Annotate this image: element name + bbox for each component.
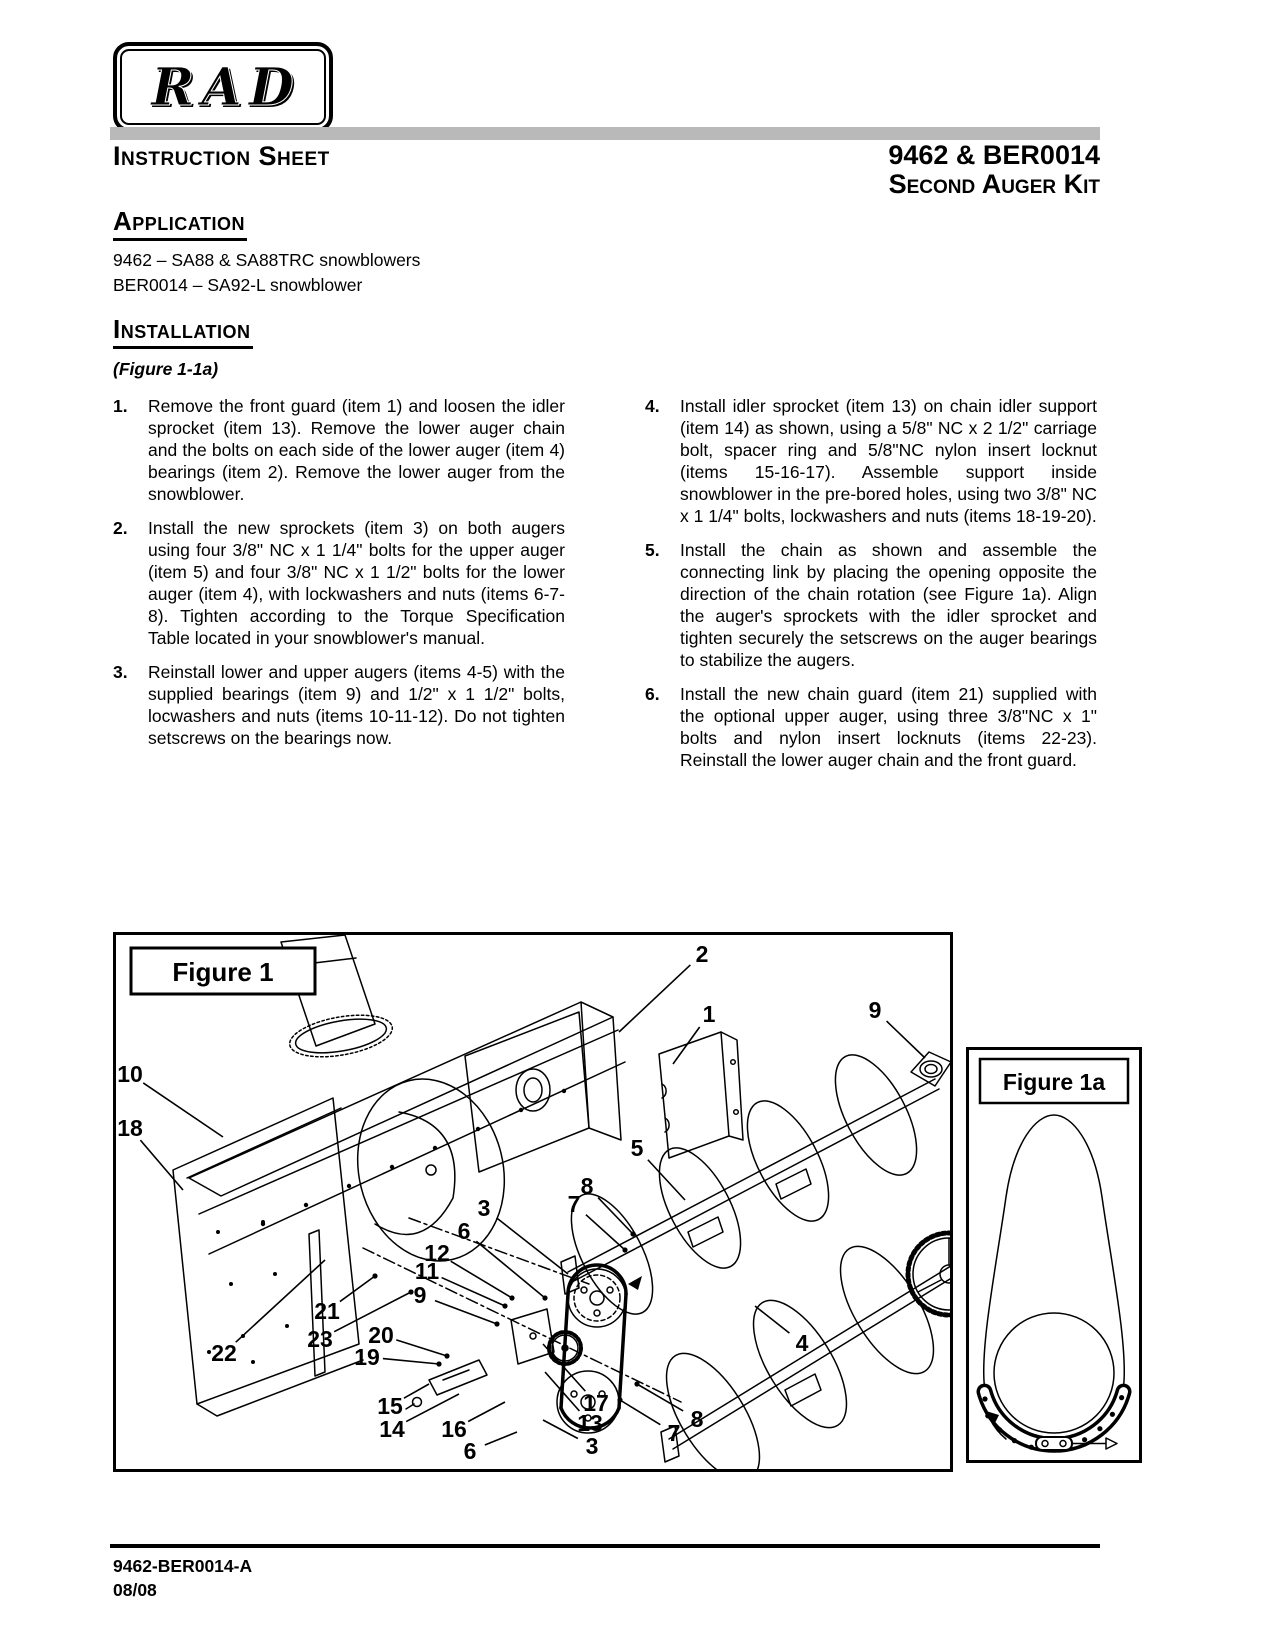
callout-number: 8 (580, 1173, 594, 1199)
callout-number: 3 (585, 1433, 599, 1459)
step-number: 6. (645, 684, 660, 704)
callout-number: 12 (424, 1240, 450, 1266)
step-number: 4. (645, 396, 660, 416)
callout-number: 3 (477, 1195, 491, 1221)
rad-logo (113, 42, 333, 132)
callout-number: 5 (630, 1135, 644, 1161)
callout-number: 1 (702, 1001, 716, 1027)
callout-number: 21 (314, 1298, 340, 1324)
step-text: Install the new sprockets (item 3) on both augers using four 3/8" NC x 1 1/4" bolts for the upper auger (item 5) and four 3/8" NC x 1 1/2" bolts for the lower auger (item 4), with lockwashers and nuts (items 6-7-8). Tighten according to the Torque Specification Table located in your snowblower's manual. (148, 518, 565, 648)
step-text: Install idler sprocket (item 13) on chain idler support (item 14) as shown, using a 5/8" NC x 2 1/2" carriage bolt, spacer ring and 5/8"NC nylon insert locknut (items 15-16-17). Assemble support inside snowblower in the pre-bored holes, using two 3/8" NC x 1 1/4" bolts, lockwashers and nuts (items 18-19-20). (680, 396, 1097, 526)
product-code: 9462 & BER0014 (888, 140, 1100, 170)
steps-columns (113, 395, 1100, 783)
callout-number: 6 (457, 1218, 471, 1244)
document-date: 08/08 (113, 1580, 157, 1600)
callout-number: 7 (667, 1420, 681, 1446)
callout-number: 10 (117, 1061, 143, 1087)
callout-number: 17 (583, 1390, 609, 1416)
step-number: 3. (113, 662, 128, 682)
callout-number: 16 (441, 1416, 467, 1442)
callout-number: 7 (567, 1191, 581, 1217)
callout-number: 8 (690, 1406, 704, 1432)
figure-reference: (Figure 1-1a) (113, 359, 219, 379)
content-area (113, 206, 1100, 783)
callout-number: 23 (307, 1326, 333, 1352)
callout-number: 6 (463, 1438, 477, 1464)
steps-column-right (645, 395, 1097, 783)
callout-number: 4 (795, 1330, 809, 1356)
install-step (645, 395, 1097, 527)
figure-1a-diagram (966, 1047, 1142, 1463)
callout-number: 22 (211, 1340, 237, 1366)
installation-heading: Installation (113, 314, 253, 349)
callout-number: 2 (695, 941, 709, 967)
callout-number: 19 (354, 1344, 380, 1370)
application-heading: Application (113, 206, 247, 241)
figure-1a-label: Figure 1a (1002, 1069, 1106, 1095)
rad-logo-text: RAD (151, 56, 301, 118)
install-step (645, 683, 1097, 771)
step-number: 1. (113, 396, 128, 416)
step-number: 5. (645, 540, 660, 560)
install-step (113, 517, 565, 649)
callout-number: 9 (868, 997, 882, 1023)
application-line: 9462 – SA88 & SA88TRC snowblowers (113, 250, 421, 270)
product-title-block (888, 141, 1100, 199)
document-title: Instruction Sheet (113, 141, 330, 171)
footer-block (113, 1554, 252, 1602)
step-number: 2. (113, 518, 128, 538)
product-name: Second Auger Kit (888, 169, 1100, 199)
document-number: 9462-BER0014-A (113, 1556, 253, 1576)
step-text: Remove the front guard (item 1) and loosen the idler sprocket (item 13). Remove the lower auger chain and the bolts on each side of the lower auger (item 4) bearings (item 2). Remove the lower auger from the snowblower. (148, 396, 565, 504)
callout-number: 11 (414, 1258, 440, 1284)
callout-number: 9 (413, 1282, 427, 1308)
figure-1-diagram (113, 932, 953, 1472)
figure-1-label: Figure 1 (172, 957, 274, 987)
install-step (645, 539, 1097, 671)
step-text: Install the new chain guard (item 21) supplied with the optional upper auger, using three 3/8"NC x 1" bolts and nylon insert locknuts (items 22-23). Reinstall the lower auger chain and the front guard. (680, 684, 1097, 770)
callout-number: 20 (368, 1322, 394, 1348)
callout-number: 14 (379, 1416, 405, 1442)
steps-column-left (113, 395, 565, 783)
callout-number: 13 (577, 1410, 603, 1436)
callout-number: 18 (117, 1115, 143, 1141)
callout-number: 15 (377, 1393, 403, 1419)
header-divider-bar (110, 127, 1100, 140)
application-line: BER0014 – SA92-L snowblower (113, 275, 363, 295)
footer-rule (110, 1544, 1100, 1548)
step-text: Reinstall lower and upper augers (items 4-5) with the supplied bearings (item 9) and 1/2" x 1 1/2" bolts, locwashers and nuts (items 10-11-12). Do not tighten setscrews on the bearings now. (148, 662, 565, 748)
install-step (113, 395, 565, 505)
install-step (113, 661, 565, 749)
step-text: Install the chain as shown and assemble the connecting link by placing the opening opposite the direction of the chain rotation (see Figure 1a). Align the auger's sprockets with the idler sprocket and tighten securely the setscrews on the auger bearings to stabilize the augers. (680, 540, 1097, 670)
